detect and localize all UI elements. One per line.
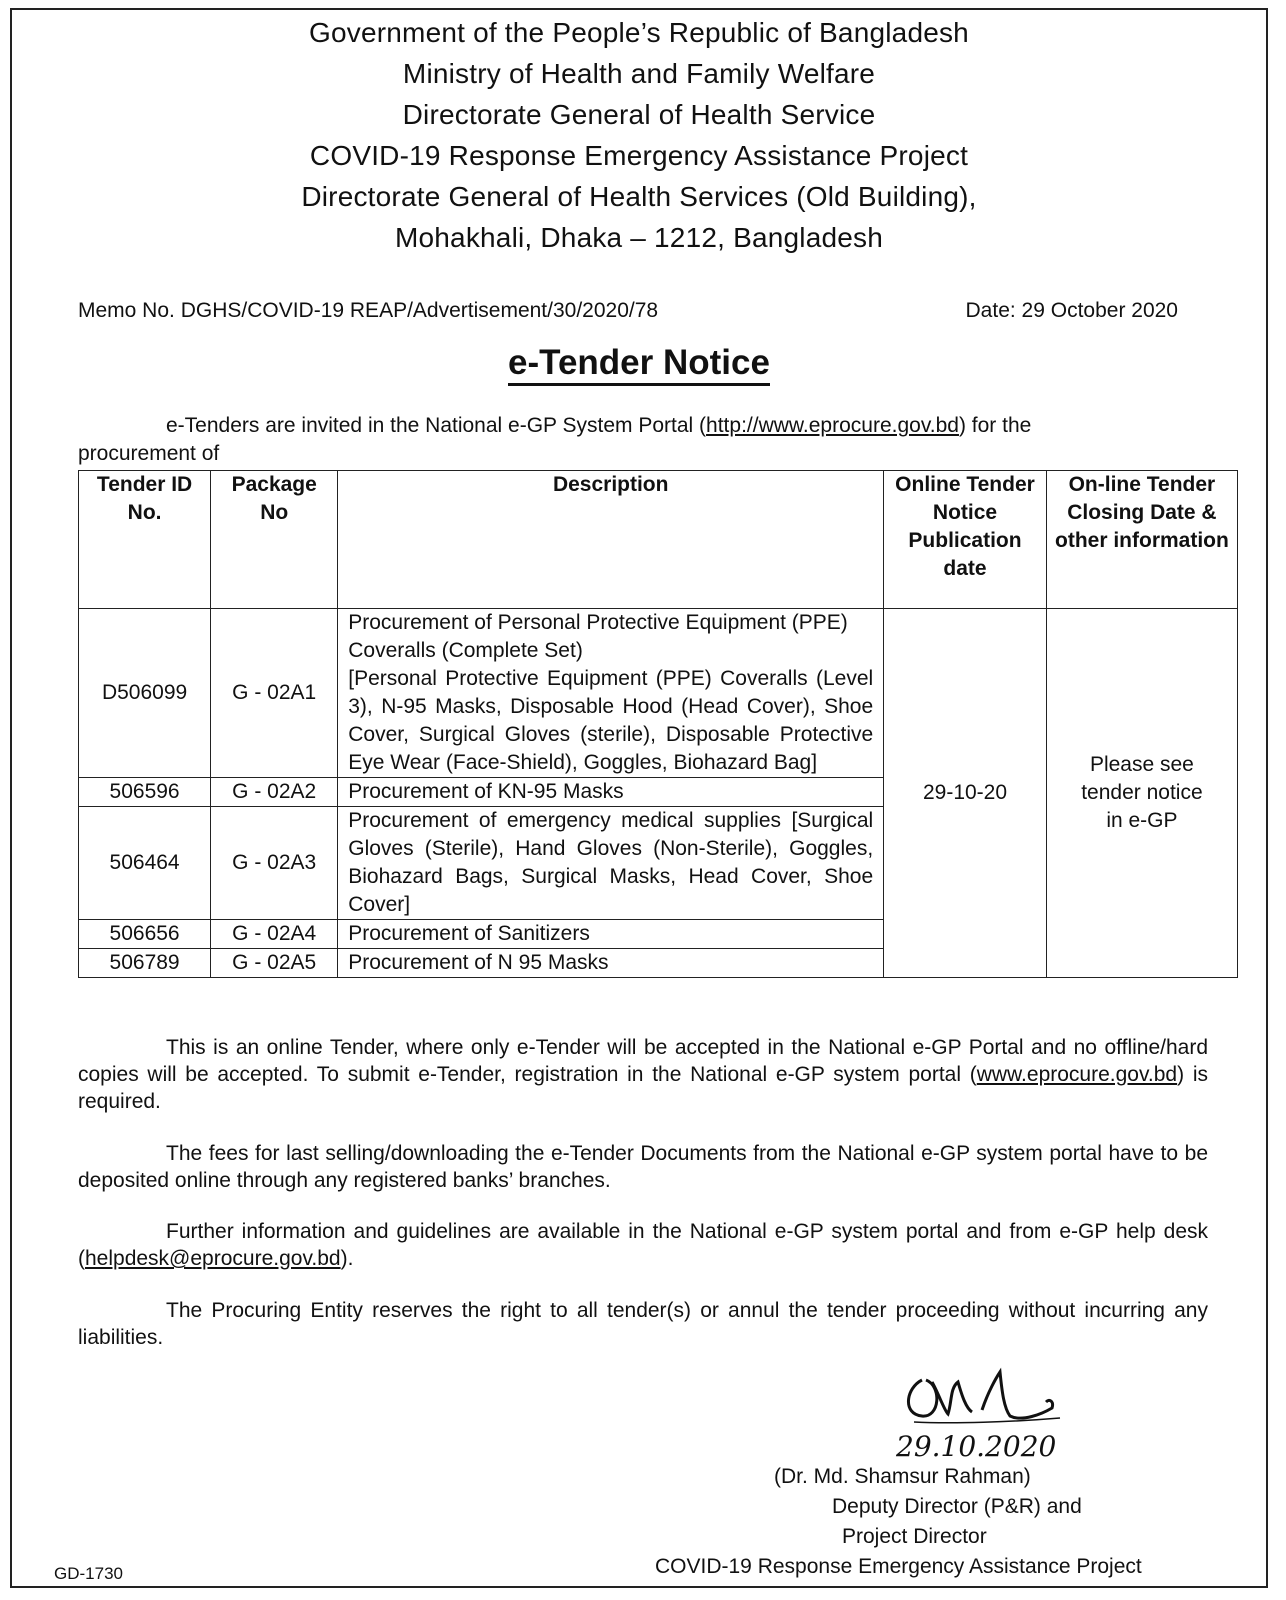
intro-paragraph <box>78 412 1208 468</box>
signatory-title-1: Deputy Director (P&R) and <box>832 1495 1082 1518</box>
description-cell <box>338 609 884 778</box>
tender-table <box>78 470 1238 978</box>
col-header-description: Description <box>338 471 884 609</box>
intro-line <box>78 412 1208 440</box>
package-cell: G - 02A3 <box>211 807 338 920</box>
closing-info-text: Please see tender notice in e-GP <box>1081 753 1203 832</box>
tender-id-cell: 506596 <box>79 778 211 807</box>
header-line-4: COVID-19 Response Emergency Assistance Project <box>309 140 969 171</box>
closing-info-cell <box>1046 609 1237 978</box>
paragraph-online-tender <box>78 1034 1208 1115</box>
paragraph-reserves-right <box>78 1297 1208 1351</box>
paragraph-fees <box>78 1140 1208 1194</box>
package-cell: G - 02A4 <box>211 920 338 949</box>
tender-id-cell: 506789 <box>79 949 211 978</box>
table-header-row <box>79 471 1238 609</box>
table-row <box>79 609 1238 778</box>
memo-date: Date: 29 October 2020 <box>965 299 1178 322</box>
description-cell: Procurement of KN-95 Masks <box>338 778 884 807</box>
signatory-title-3: COVID-19 Response Emergency Assistance Project <box>655 1555 1142 1578</box>
paragraph-helpdesk <box>78 1218 1208 1272</box>
col-header-tender-id: Tender ID No. <box>79 471 211 609</box>
p1-text-after: ) is required. <box>78 1063 1208 1113</box>
notice-title-text: e-Tender Notice <box>508 343 770 386</box>
p4-text: The Procuring Entity reserves the right to all tender(s) or annul the tender proceeding without incurring any liabilities. <box>78 1299 1208 1349</box>
header-line-6: Mohakhali, Dhaka – 1212, Bangladesh <box>394 222 883 253</box>
header-line-2: Ministry of Health and Family Welfare <box>402 58 876 89</box>
memo-row <box>78 299 1178 323</box>
header-line-5: Directorate General of Health Services (Old Building), <box>301 181 977 212</box>
eprocure-link[interactable]: http://www.eprocure.gov.bd <box>706 414 959 437</box>
helpdesk-email-link[interactable]: helpdesk@eprocure.gov.bd <box>85 1247 341 1270</box>
package-cell: G - 02A2 <box>211 778 338 807</box>
handwritten-date: 29.10.2020 <box>896 1430 1057 1462</box>
document-page <box>10 8 1268 1588</box>
description-line: Procurement of Personal Protective Equipment (PPE) Coveralls (Complete Set) <box>348 611 848 662</box>
notice-title <box>12 343 1266 383</box>
intro-continued: procurement of <box>78 442 220 465</box>
col-header-publication-date: Online Tender Notice Publication date <box>884 471 1047 609</box>
package-cell: G - 02A1 <box>211 609 338 778</box>
col-header-package: Package No <box>211 471 338 609</box>
description-line: [Personal Protective Equipment (PPE) Coveralls (Level 3), N-95 Masks, Disposable Hood (Head Cover), Shoe Cover, Surgical Gloves (sterile), Disposable Protective Eye Wear (Face-Shield), Goggles, Biohazard Bag] <box>348 667 874 774</box>
col-header-closing-info: On-line Tender Closing Date & other information <box>1046 471 1237 609</box>
memo-number: Memo No. DGHS/COVID-19 REAP/Advertisement/30/2020/78 <box>78 299 659 322</box>
p1-text: This is an online Tender, where only e-Tender will be accepted in the National e-GP Portal and no offline/hard copies will be accepted. To submit e-Tender, registration in the National e-GP system portal ( <box>78 1036 1208 1086</box>
description-cell: Procurement of Sanitizers <box>338 920 884 949</box>
header-line-1: Government of the People’s Republic of Bangladesh <box>309 17 969 48</box>
publication-date-cell: 29-10-20 <box>884 609 1047 978</box>
signatory-title-2: Project Director <box>842 1525 987 1548</box>
description-cell: Procurement of emergency medical supplies [Surgical Gloves (Sterile), Hand Gloves (Non-Sterile), Goggles, Biohazard Bags, Surgical Masks, Head Cover, Shoe Cover] <box>338 807 884 920</box>
p3-text-after: ). <box>340 1247 354 1270</box>
footer-code: GD-1730 <box>54 1564 123 1583</box>
eprocure-registration-link[interactable]: www.eprocure.gov.bd <box>976 1063 1178 1086</box>
handwritten-signature <box>892 1352 1112 1462</box>
package-cell: G - 02A5 <box>211 949 338 978</box>
tender-id-cell: D506099 <box>79 609 211 778</box>
letterhead <box>12 12 1266 258</box>
intro-text-after: ) for the <box>958 414 1032 437</box>
intro-text-before: e-Tenders are invited in the National e-GP System Portal ( <box>166 414 707 437</box>
p3-text: Further information and guidelines are available in the National e-GP system portal and from e-GP help desk ( <box>78 1220 1208 1270</box>
signatory-name: (Dr. Md. Shamsur Rahman) <box>774 1465 1031 1488</box>
p2-text: The fees for last selling/downloading the e-Tender Documents from the National e-GP system portal have to be deposited online through any registered banks’ branches. <box>78 1142 1208 1192</box>
description-cell: Procurement of N 95 Masks <box>338 949 884 978</box>
tender-id-cell: 506464 <box>79 807 211 920</box>
tender-id-cell: 506656 <box>79 920 211 949</box>
header-line-3: Directorate General of Health Service <box>402 99 876 130</box>
